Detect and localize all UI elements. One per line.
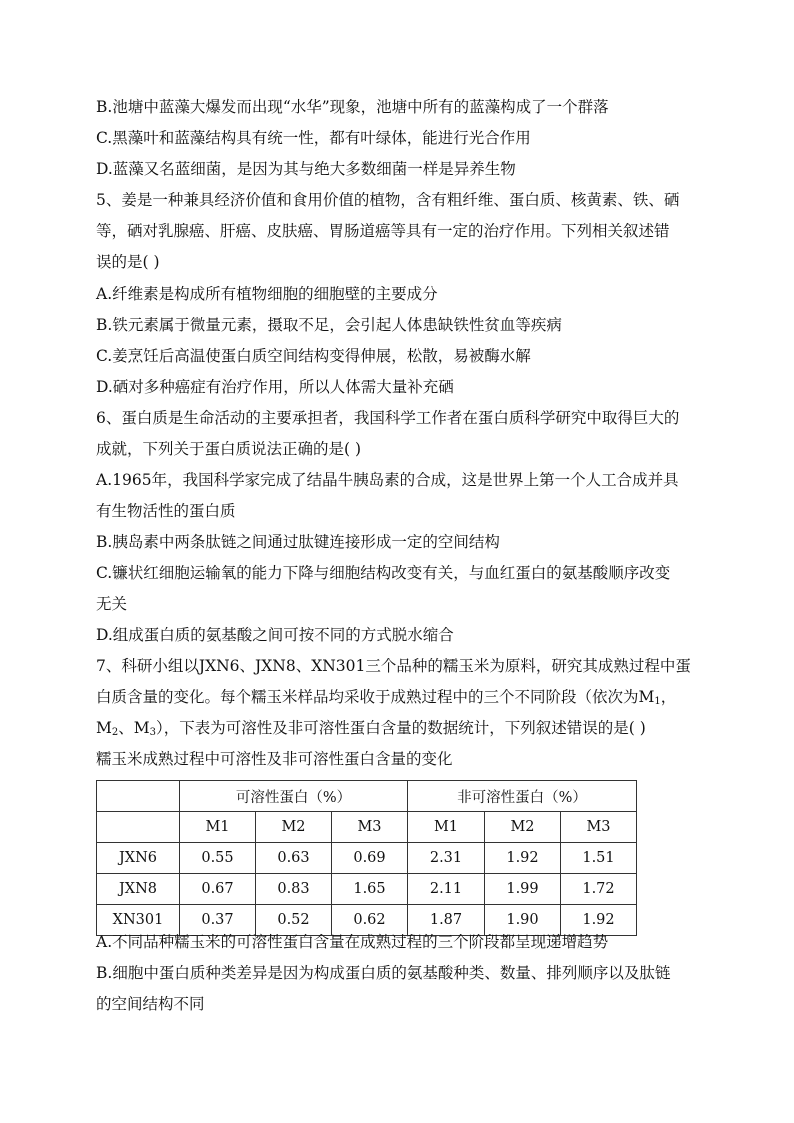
table-cell: 0.52: [256, 905, 332, 936]
table-cell: 1.72: [561, 874, 637, 905]
table-cell: 1.99: [485, 874, 561, 905]
option-5a: A.纤维素是构成所有植物细胞的细胞壁的主要成分: [96, 285, 438, 303]
m-sep: 、M: [118, 719, 150, 737]
table-empty-cell: [97, 812, 180, 843]
header-m2: M2: [485, 812, 561, 843]
m-label: M: [96, 719, 112, 737]
option-6b: B.胰岛素中两条肽链之间通过肽键连接形成一定的空间结构: [96, 533, 500, 551]
table-cell: 1.51: [561, 843, 637, 874]
header-m2: M2: [256, 812, 332, 843]
row-name: JXN8: [97, 874, 180, 905]
table-cell: 2.11: [408, 874, 485, 905]
option-7b-line-1: B.细胞中蛋白质种类差异是因为构成蛋白质的氨基酸种类、数量、排列顺序以及肽链: [96, 964, 671, 982]
option-6c-line-2: 无关: [96, 595, 128, 613]
question-7-line-1: 7、科研小组以JXN6、JXN8、XN301三个品种的糯玉米为原料，研究其成熟过程中蛋: [96, 657, 691, 675]
table-sub-header-row: [97, 812, 637, 843]
table-cell: 1.92: [561, 905, 637, 936]
header-m3: M3: [561, 812, 637, 843]
question-6-line-1: 6、蛋白质是生命活动的主要承担者，我国科学工作者在蛋白质科学研究中取得巨大的: [96, 409, 680, 427]
table-cell: 2.31: [408, 843, 485, 874]
question-5-line-2: 等，硒对乳腺癌、肝癌、皮肤癌、胃肠道癌等具有一定的治疗作用。下列相关叙述错: [96, 222, 670, 240]
question-5-line-3: 误的是( ): [96, 253, 160, 271]
subscript-1: 1: [654, 696, 661, 707]
header-m1: M1: [180, 812, 256, 843]
option-6c-line-1: C.镰状红细胞运输氧的能力下降与细胞结构改变有关，与血红蛋白的氨基酸顺序改变: [96, 564, 671, 582]
option-6d: D.组成蛋白质的氨基酸之间可按不同的方式脱水缩合: [96, 626, 454, 644]
option-6a-line-1: A.1965年，我国科学家完成了结晶牛胰岛素的合成，这是世界上第一个人工合成并具: [96, 471, 679, 489]
option-4d: D.蓝藻又名蓝细菌，是因为其与绝大多数细菌一样是异养生物: [96, 160, 516, 178]
table-row: [97, 905, 637, 936]
table-cell: 1.92: [485, 843, 561, 874]
table-cell: 0.67: [180, 874, 256, 905]
table-cell: 0.55: [180, 843, 256, 874]
option-4b: B.池塘中蓝藻大爆发而出现“水华”现象，池塘中所有的蓝藻构成了一个群落: [96, 98, 609, 116]
line-2-comma: ，: [660, 688, 677, 706]
header-m1: M1: [408, 812, 485, 843]
table-cell: 0.83: [256, 874, 332, 905]
table-cell: 0.62: [332, 905, 408, 936]
header-insoluble: 非可溶性蛋白（%）: [408, 781, 637, 812]
row-name: JXN6: [97, 843, 180, 874]
option-5b: B.铁元素属于微量元素，摄取不足，会引起人体患缺铁性贫血等疾病: [96, 316, 562, 334]
option-6a-line-2: 有生物活性的蛋白质: [96, 502, 236, 520]
subscript-3: 3: [149, 727, 156, 738]
table-cell: 0.63: [256, 843, 332, 874]
question-5-line-1: 5、姜是一种兼具经济价值和食用价值的植物，含有粗纤维、蛋白质、核黄素、铁、硒: [96, 191, 680, 209]
table-corner-cell: [97, 781, 180, 812]
table-cell: 1.87: [408, 905, 485, 936]
table-cell: 1.90: [485, 905, 561, 936]
table-row: [97, 843, 637, 874]
row-name: XN301: [97, 905, 180, 936]
header-m3: M3: [332, 812, 408, 843]
question-7-line-3-rest: ），下表为可溶性及非可溶性蛋白含量的数据统计，下列叙述错误的是( ): [156, 719, 646, 737]
option-5d: D.硒对多种癌症有治疗作用，所以人体需大量补充硒: [96, 378, 454, 396]
option-4c: C.黑藻叶和蓝藻结构具有统一性，都有叶绿体，能进行光合作用: [96, 129, 531, 147]
table-row: [97, 874, 637, 905]
table-cell: 1.65: [332, 874, 408, 905]
protein-content-table: [96, 780, 637, 936]
table-title: 糯玉米成熟过程中可溶性及非可溶性蛋白含量的变化: [96, 750, 453, 768]
question-7-line-3: [96, 718, 646, 743]
table-cell: 0.37: [180, 905, 256, 936]
question-6-line-2: 成就，下列关于蛋白质说法正确的是( ): [96, 440, 362, 458]
option-5c: C.姜烹饪后高温使蛋白质空间结构变得伸展，松散，易被酶水解: [96, 347, 531, 365]
subscript-2: 2: [111, 727, 119, 738]
table-cell: 0.69: [332, 843, 408, 874]
question-7-line-2-text: 白质含量的变化。每个糯玉米样品均采收于成熟过程中的三个不同阶段（依次为M: [96, 688, 655, 706]
header-soluble: 可溶性蛋白（%）: [180, 781, 408, 812]
question-7-line-2: [96, 687, 676, 712]
option-7a: A.不同品种糯玉米的可溶性蛋白含量在成熟过程的三个阶段都呈现递增趋势: [96, 933, 609, 951]
table-group-header-row: [97, 781, 637, 812]
option-7b-line-2: 的空间结构不同: [96, 995, 205, 1013]
